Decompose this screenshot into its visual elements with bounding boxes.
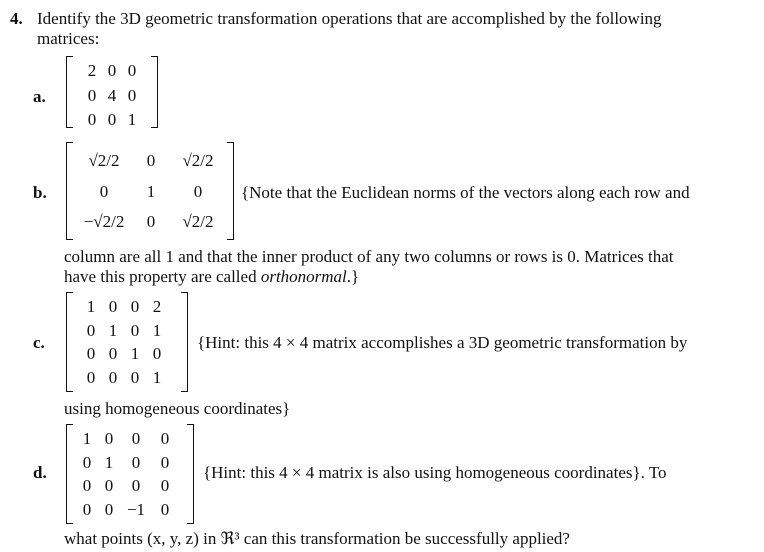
matrix-cell: 0 [108, 344, 118, 364]
matrix-cell: 0 [127, 85, 137, 105]
part-a-right-bracket [151, 56, 158, 128]
part-d-hint-line1: {Hint: this 4 × 4 matrix is also using homogeneous coordinates}. To [203, 463, 667, 482]
part-a-left-bracket [66, 56, 73, 128]
matrix-cell: 0 [160, 452, 170, 472]
matrix-cell: 0 [108, 368, 118, 388]
matrix-cell: −1 [126, 500, 146, 520]
matrix-cell: 0 [127, 61, 137, 80]
part-c-left-bracket [66, 292, 73, 392]
matrix-cell: 0 [104, 500, 114, 520]
part-b-right-bracket [227, 142, 234, 240]
matrix-cell: 0 [87, 85, 97, 105]
matrix-cell: 0 [130, 368, 140, 388]
part-d-matrix [76, 430, 178, 520]
matrix-cell: 1 [82, 429, 92, 448]
matrix-cell: 1 [86, 297, 96, 316]
part-c-hint-line1: {Hint: this 4 × 4 matrix accomplishes a 3D geometric transformation by [197, 333, 688, 352]
matrix-cell: 1 [146, 181, 156, 201]
part-b-note-line2: column are all 1 and that the inner product of any two columns or rows is 0. Matrices that [64, 247, 674, 266]
part-b-note-line3 [64, 268, 359, 287]
matrix-cell: 0 [104, 429, 114, 448]
part-d-hint-line2: what points (x, y, z) in ℜ³ can this transformation be successfully applied? [64, 529, 570, 548]
part-d-left-bracket [66, 424, 73, 524]
matrix-cell: 0 [146, 151, 156, 170]
matrix-cell: 0 [99, 181, 109, 201]
matrix-cell: 0 [146, 212, 156, 232]
matrix-cell: 0 [82, 500, 92, 520]
part-b-left-bracket [66, 142, 73, 240]
matrix-cell: 2 [152, 297, 162, 316]
matrix-cell: −√2/2 [83, 212, 125, 232]
matrix-cell: 1 [152, 320, 162, 340]
part-a-label: a. [33, 87, 46, 106]
note-text-end: .} [346, 267, 360, 286]
matrix-cell: 0 [104, 476, 114, 496]
question-number: 4. [10, 9, 23, 28]
part-b-matrix [74, 152, 228, 232]
matrix-cell: 0 [107, 110, 117, 130]
matrix-cell: 0 [131, 452, 141, 472]
matrix-cell: 0 [107, 61, 117, 80]
part-c-label: c. [33, 333, 45, 352]
matrix-cell: 1 [130, 344, 140, 364]
matrix-cell: 0 [130, 297, 140, 316]
question-text-line2: matrices: [37, 29, 100, 48]
matrix-cell: √2/2 [182, 212, 214, 232]
matrix-cell: 0 [193, 181, 203, 201]
note-emphasis: orthonormal [260, 267, 347, 286]
matrix-cell: 0 [131, 429, 141, 448]
question-text-line1: Identify the 3D geometric transformation operations that are accomplished by the following [37, 9, 662, 28]
part-d-right-bracket [187, 424, 194, 524]
matrix-cell: 1 [152, 368, 162, 388]
matrix-cell: 0 [152, 344, 162, 364]
part-d-label: d. [33, 463, 47, 482]
matrix-cell: 0 [160, 500, 170, 520]
matrix-cell: √2/2 [88, 151, 120, 170]
part-c-hint-line2: using homogeneous coordinates} [64, 399, 291, 418]
matrix-cell: 1 [127, 110, 137, 130]
part-c-right-bracket [181, 292, 188, 392]
matrix-cell: 0 [82, 476, 92, 496]
part-a-matrix [82, 62, 142, 130]
part-b-note-line1: {Note that the Euclidean norms of the vectors along each row and [241, 183, 690, 202]
matrix-cell: 0 [87, 110, 97, 130]
matrix-cell: 0 [160, 476, 170, 496]
matrix-cell: 0 [86, 320, 96, 340]
part-c-matrix [80, 298, 168, 388]
note-text: have this property are called [64, 267, 261, 286]
matrix-cell: 0 [108, 297, 118, 316]
matrix-cell: 0 [131, 476, 141, 496]
matrix-cell: 1 [104, 452, 114, 472]
matrix-cell: 2 [87, 61, 97, 80]
matrix-cell: 0 [160, 429, 170, 448]
matrix-cell: 0 [86, 344, 96, 364]
matrix-cell: √2/2 [182, 151, 214, 170]
matrix-cell: 4 [107, 85, 117, 105]
matrix-cell: 0 [130, 320, 140, 340]
part-b-label: b. [33, 183, 47, 202]
matrix-cell: 0 [86, 368, 96, 388]
matrix-cell: 0 [82, 452, 92, 472]
matrix-cell: 1 [108, 320, 118, 340]
